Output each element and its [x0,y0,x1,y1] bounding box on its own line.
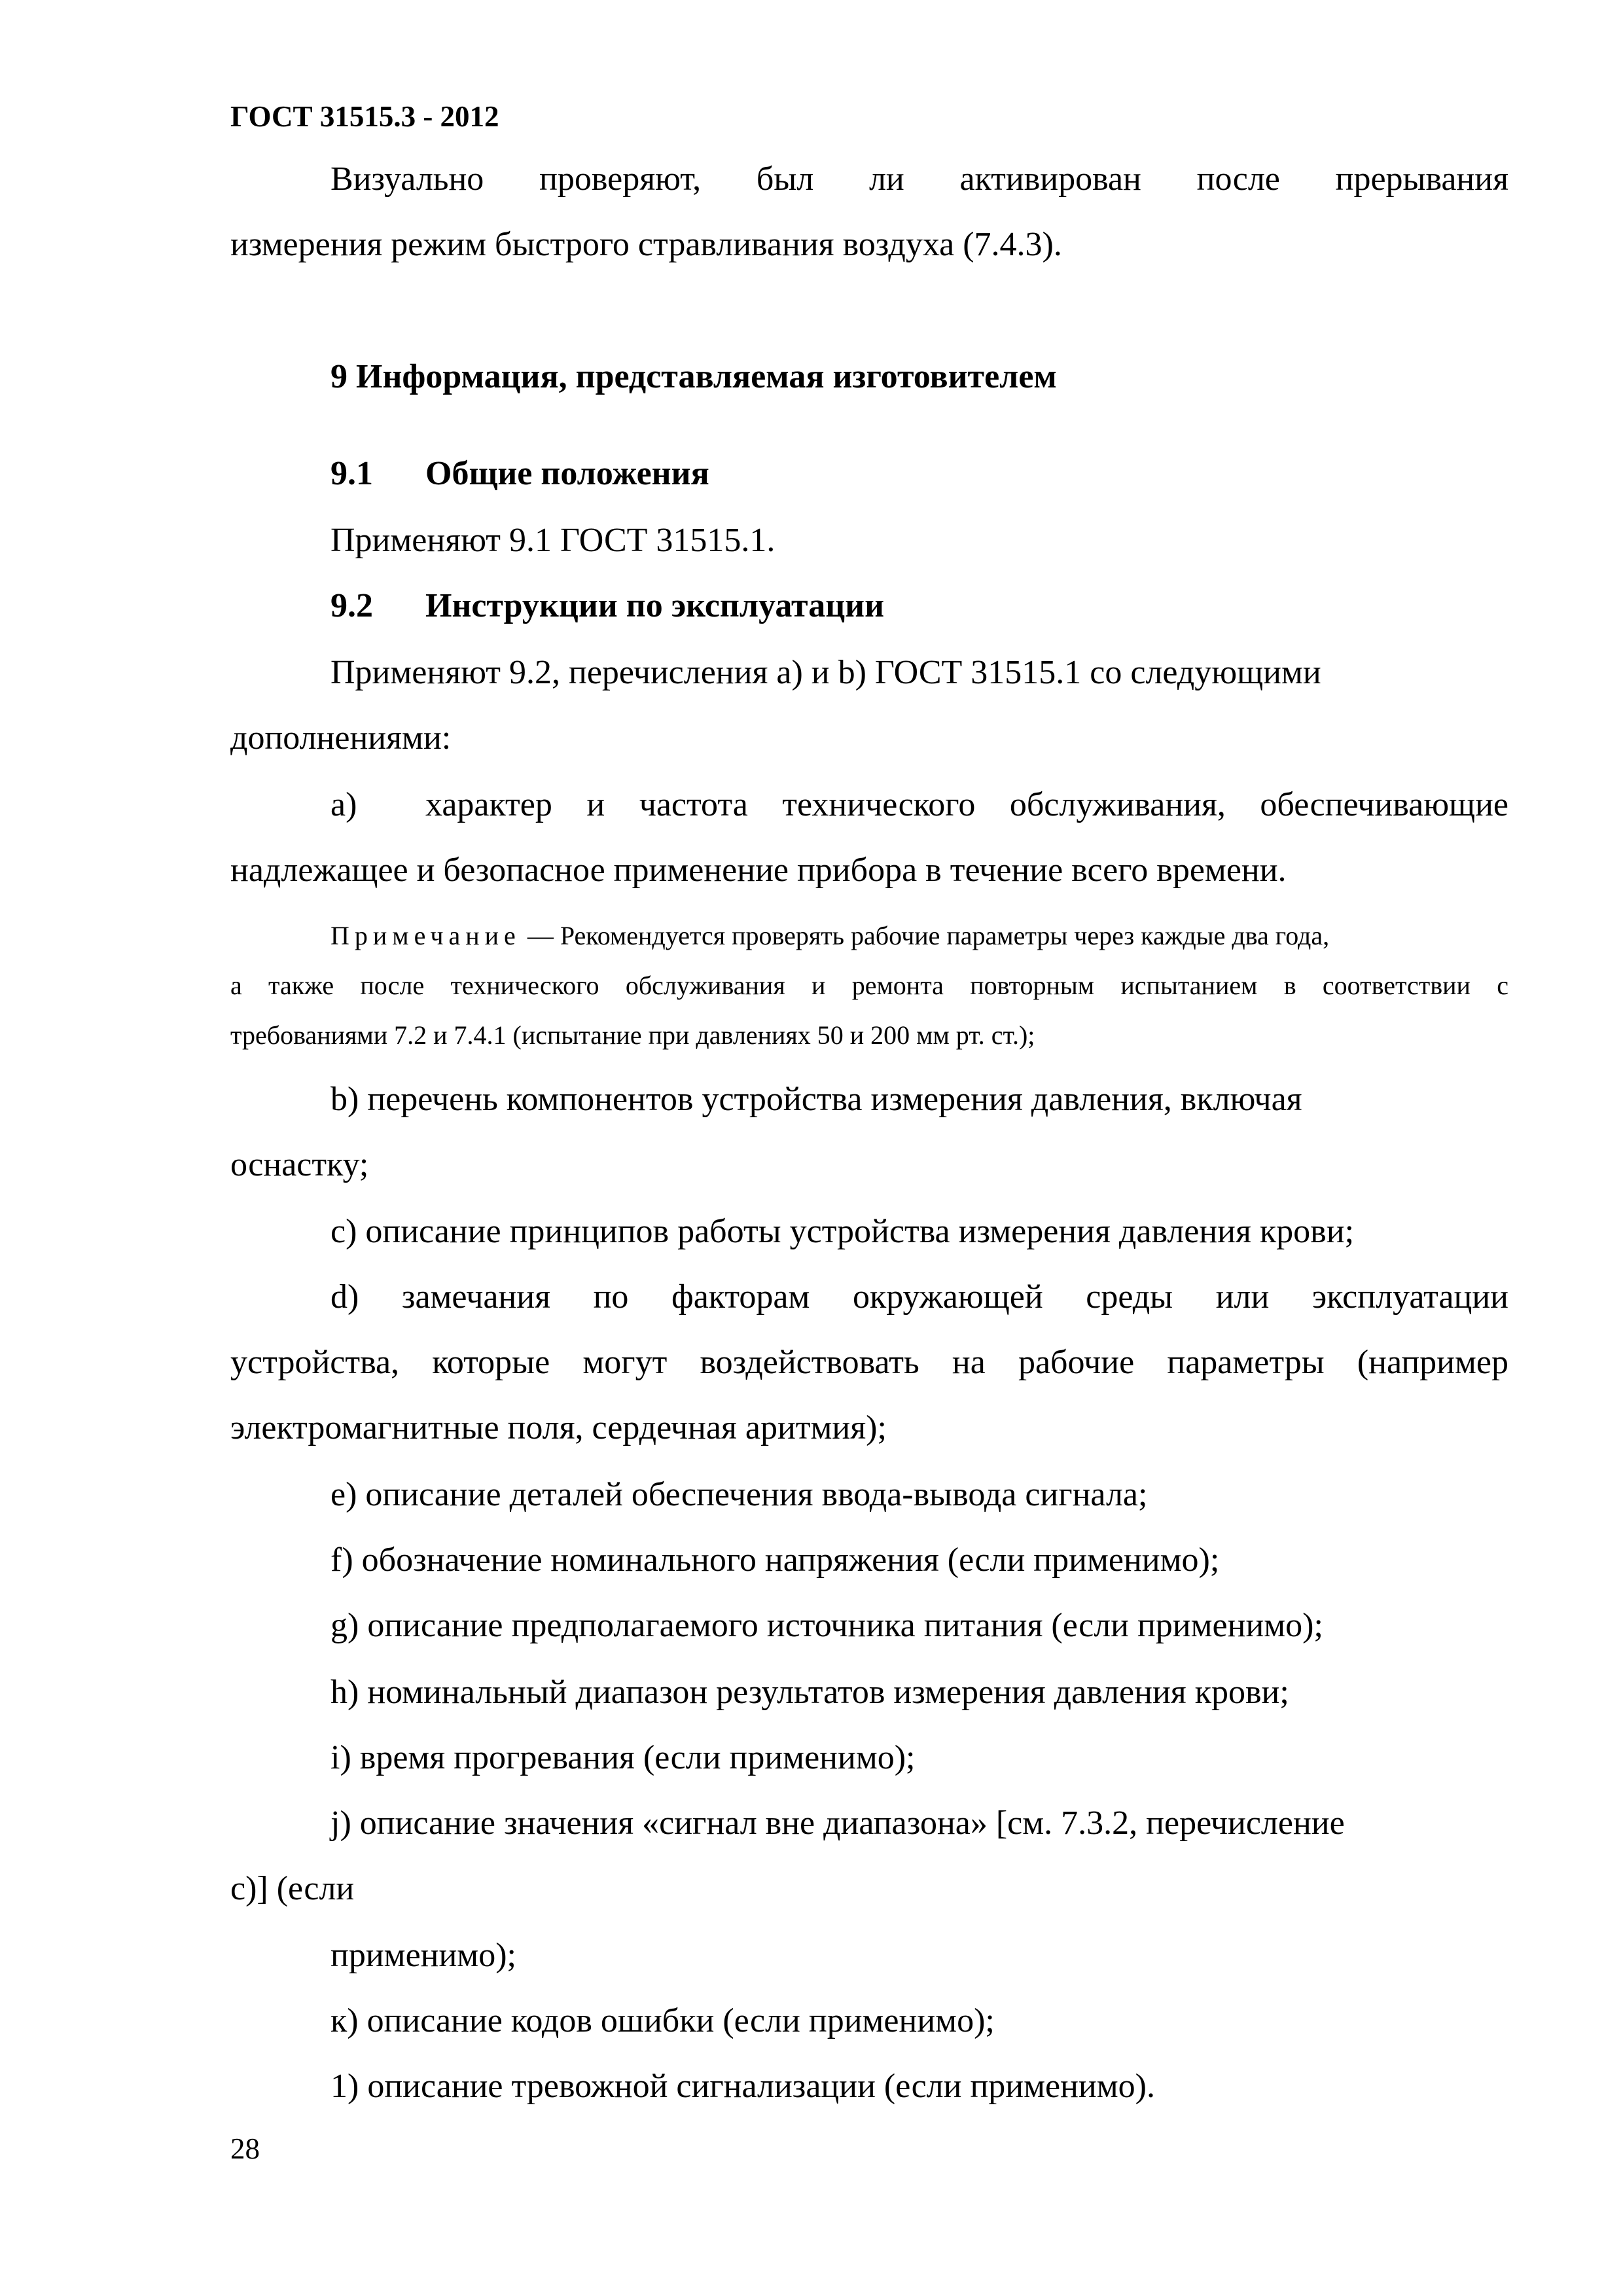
subsection-9-1-heading [330,454,709,493]
list-item-e-line-1: e) описание деталей обеспечения ввода-вывода сигнала; [330,1476,1148,1513]
list-item-d-line-2: устройства, которые могут воздействовать на рабочие параметры (например [230,1344,1508,1381]
list-item-c-line-1: c) описание принципов работы устройства измерения давления крови; [330,1213,1355,1250]
list-item-j-line-3: применимо); [330,1937,516,1974]
list-item-j-line-1: j) описание значения «сигнал вне диапазона» [см. 7.3.2, перечисление [330,1804,1345,1842]
section-9-heading: 9 Информация, представляемая изготовителем [330,358,1057,395]
subsection-9-2-title: Инструкции по эксплуатации [425,587,885,624]
note-line-2: а также после технического обслуживания и ремонта повторным испытанием в соответствии с [230,971,1508,1000]
list-item-g-line-1: g) описание предполагаемого источника питания (если применимо); [330,1607,1323,1644]
list-item-a-text: характер и частота технического обслуживания, обеспечивающие [425,786,1508,823]
list-item-j-line-2: c)] (если [230,1870,355,1907]
list-item-h-line-1: h) номинальный диапазон результатов измерения давления крови; [330,1674,1289,1711]
list-item-d-line-3: электромагнитные поля, сердечная аритмия); [230,1409,887,1446]
list-item-i-line-1: i) время прогревания (если применимо); [330,1739,916,1776]
page-number: 28 [230,2132,260,2165]
list-item-a-line-2: надлежащее и безопасное применение прибора в течение всего времени. [230,852,1287,889]
intro-line-1: Визуально проверяют, был ли активирован после прерывания [330,160,1508,198]
subsection-9-2-text-line-1: Применяют 9.2, перечисления a) и b) ГОСТ 31515.1 со следующими [330,654,1321,691]
subsection-9-2-text-line-2: дополнениями: [230,719,452,757]
subsection-9-1-text: Применяют 9.1 ГОСТ 31515.1. [330,522,776,559]
note-label: Примечание [330,921,521,950]
list-item-a-line-1 [330,785,1508,825]
list-item-b-line-2: оснастку; [230,1146,369,1183]
list-item-k-line-1: к) описание кодов ошибки (если применимо); [330,2002,995,2039]
note-line-1 [330,919,1508,953]
list-item-l-line-1: 1) описание тревожной сигнализации (если применимо). [330,2068,1155,2105]
subsection-9-1-number: 9.1 [330,455,373,492]
note-line-1-text: — Рекомендуется проверять рабочие параметры через каждые два года, [527,921,1330,950]
list-item-f-line-1: f) обозначение номинального напряжения (если применимо); [330,1541,1220,1579]
note-line-3: требованиями 7.2 и 7.4.1 (испытание при давлениях 50 и 200 мм рт. ст.); [230,1020,1035,1050]
intro-line-2: измерения режим быстрого стравливания воздуха (7.4.3). [230,226,1062,263]
subsection-9-2-heading [330,586,884,626]
subsection-9-1-title: Общие положения [425,455,709,492]
list-item-d-line-1: d) замечания по факторам окружающей среды или эксплуатации [330,1278,1508,1316]
list-item-b-line-1: b) перечень компонентов устройства измерения давления, включая [330,1081,1302,1118]
document-code-header: ГОСТ 31515.3 - 2012 [230,100,499,133]
subsection-9-2-number: 9.2 [330,587,373,624]
list-item-a-letter: a) [330,786,357,823]
